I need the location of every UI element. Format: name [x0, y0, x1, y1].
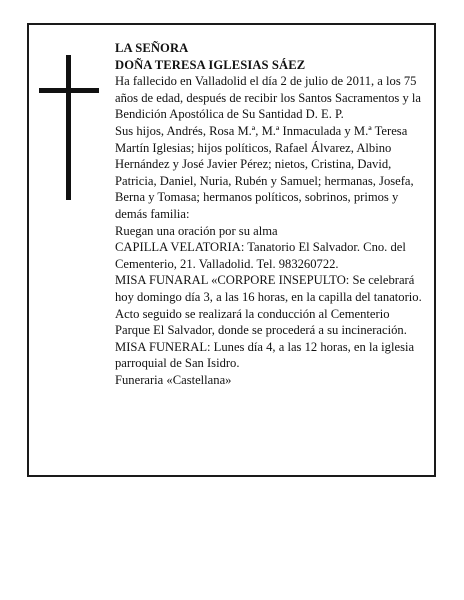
deceased-name: DOÑA TERESA IGLESIAS SÁEZ [115, 57, 306, 72]
cross-vertical-bar [66, 55, 71, 200]
notice-text-block [115, 40, 425, 388]
funeral-mass-info: MISA FUNERAL: Lunes día 4, a las 12 horas, en la iglesia parroquial de San Isidro. [115, 339, 415, 371]
family-list: Sus hijos, Andrés, Rosa M.ª, M.ª Inmaculada y M.ª Teresa Martín Iglesias; hijos políticos, Rafael Álvarez, Albino Hernández y José Javier Pérez; nietos, Cristina, David, Patricia, Daniel, Nuria, Rubén y Samuel; hermanas, Josefa, Berna y Tomasa; hermanos políticos, sobrinos, primos y demás familia: [115, 123, 414, 221]
prayer-request: Ruegan una oración por su alma [115, 223, 278, 238]
cross-icon [39, 55, 99, 200]
death-announcement: Ha fallecido en Valladolid el día 2 de julio de 2011, a los 75 años de edad, después de recibir los Santos Sacramentos y la Bendición Apostólica de Su Santidad D. E. P. [115, 74, 422, 122]
funeral-home: Funeraria «Castellana» [115, 372, 232, 387]
funeral-mass-corpore-insepulto: MISA FUNARAL «CORPORE INSEPULTO: Se celebrará hoy domingo día 3, a las 16 horas, en la capilla del tanatorio. Acto seguido se realizará la conducción al Cementerio Parque El Salvador, donde se procederá a su incineración. [115, 273, 422, 338]
wake-chapel-info: CAPILLA VELATORIA: Tanatorio El Salvador. Cno. del Cementerio, 21. Valladolid. Tel. 983260722. [115, 240, 406, 271]
cross-horizontal-bar [39, 88, 99, 93]
notice-title-line-1: LA SEÑORA [115, 41, 189, 55]
obituary-notice [27, 23, 436, 477]
